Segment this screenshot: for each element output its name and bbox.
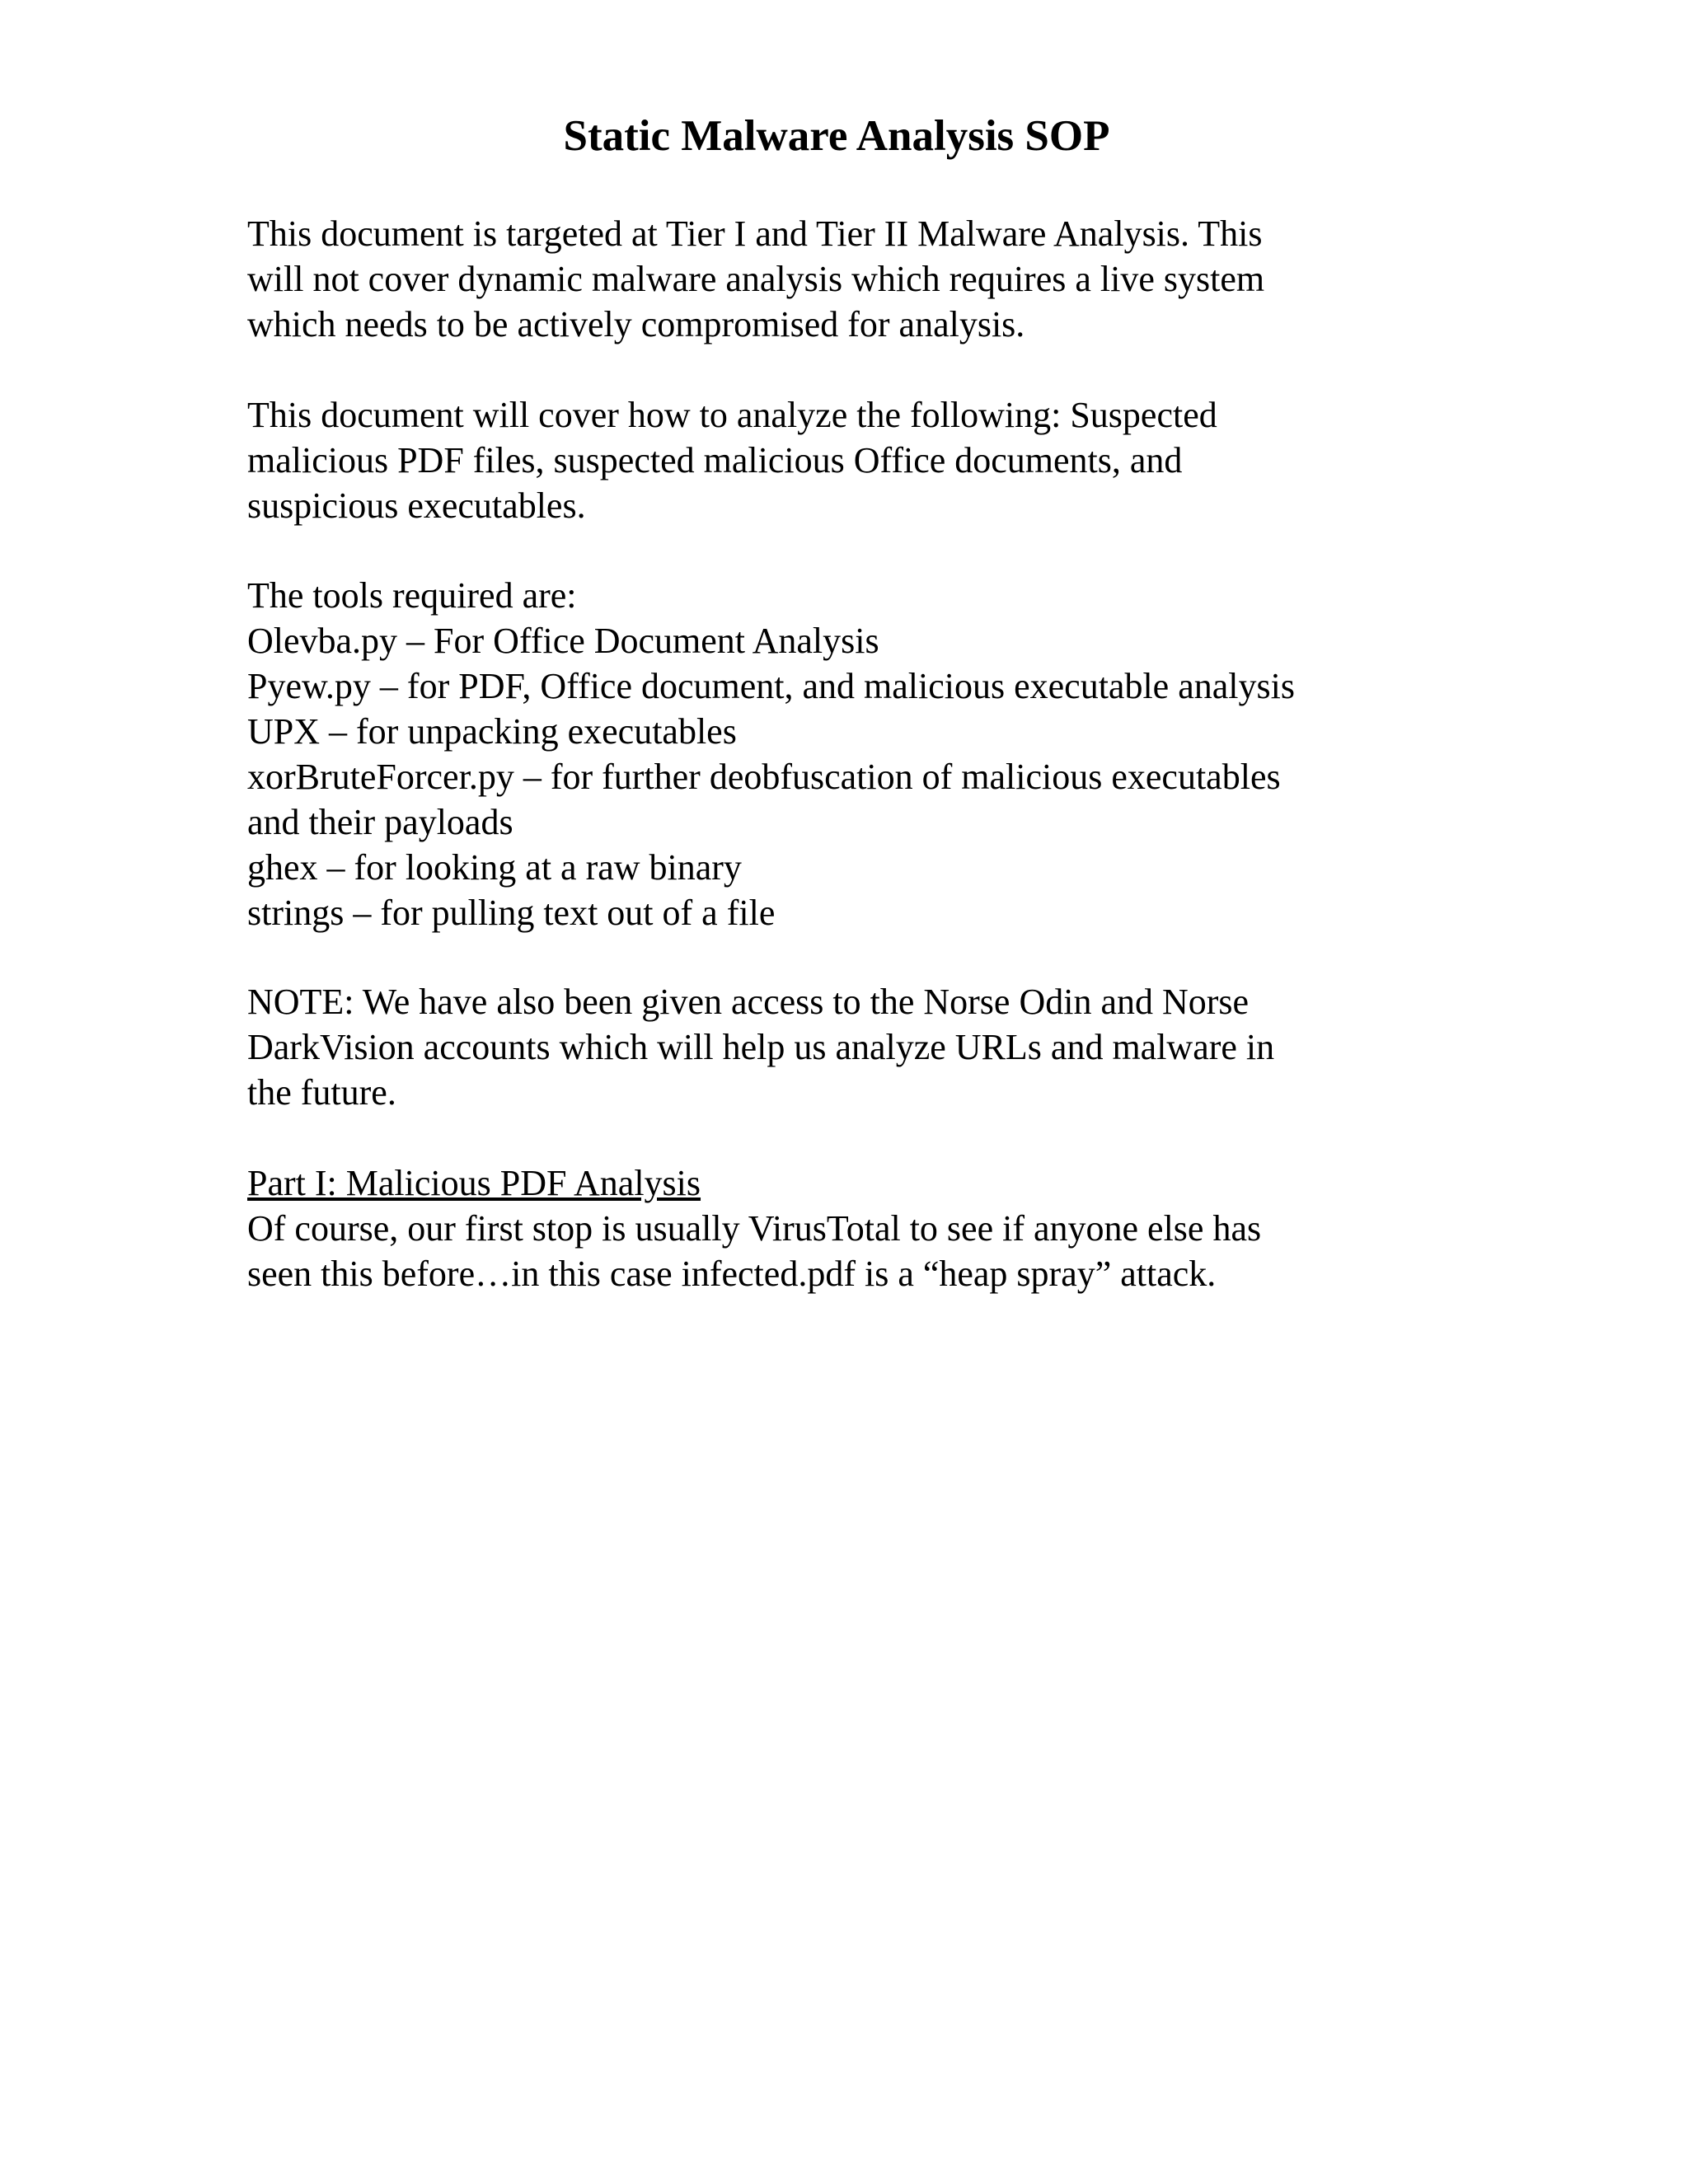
tool-item: and their payloads [247, 802, 513, 842]
note-line: NOTE: We have also been given access to the Norse Odin and Norse [247, 982, 1250, 1022]
note-paragraph [247, 979, 1274, 1115]
tool-item: ghex – for looking at a raw binary [247, 847, 742, 888]
document-title: Static Malware Analysis SOP [563, 112, 1110, 160]
intro-paragraph [247, 211, 1264, 347]
scope-line: suspicious executables. [247, 485, 586, 526]
part1-line: seen this before…in this case infected.pdf is a “heap spray” attack. [247, 1254, 1217, 1294]
intro-line: This document is targeted at Tier I and Tier II Malware Analysis. This [247, 213, 1263, 254]
scope-line: This document will cover how to analyze the following: Suspected [247, 395, 1217, 435]
tool-item: Pyew.py – for PDF, Office document, and malicious executable analysis [247, 666, 1295, 706]
tools-heading: The tools required are: [247, 575, 577, 616]
tool-item: UPX – for unpacking executables [247, 711, 737, 752]
part1-heading: Part I: Malicious PDF Analysis [247, 1163, 701, 1203]
scope-paragraph [247, 392, 1217, 528]
part1-section [247, 1160, 1261, 1296]
note-line: the future. [247, 1072, 396, 1113]
part1-line: Of course, our first stop is usually VirusTotal to see if anyone else has [247, 1208, 1262, 1249]
scope-line: malicious PDF files, suspected malicious Office documents, and [247, 440, 1183, 480]
intro-line: will not cover dynamic malware analysis which requires a live system [247, 259, 1265, 299]
intro-line: which needs to be actively compromised for analysis. [247, 304, 1025, 344]
tools-section [247, 573, 1295, 935]
tool-item: strings – for pulling text out of a file [247, 893, 776, 933]
tool-item: Olevba.py – For Office Document Analysis [247, 621, 879, 661]
note-line: DarkVision accounts which will help us analyze URLs and malware in [247, 1027, 1275, 1067]
tool-item: xorBruteForcer.py – for further deobfuscation of malicious executables [247, 757, 1281, 797]
